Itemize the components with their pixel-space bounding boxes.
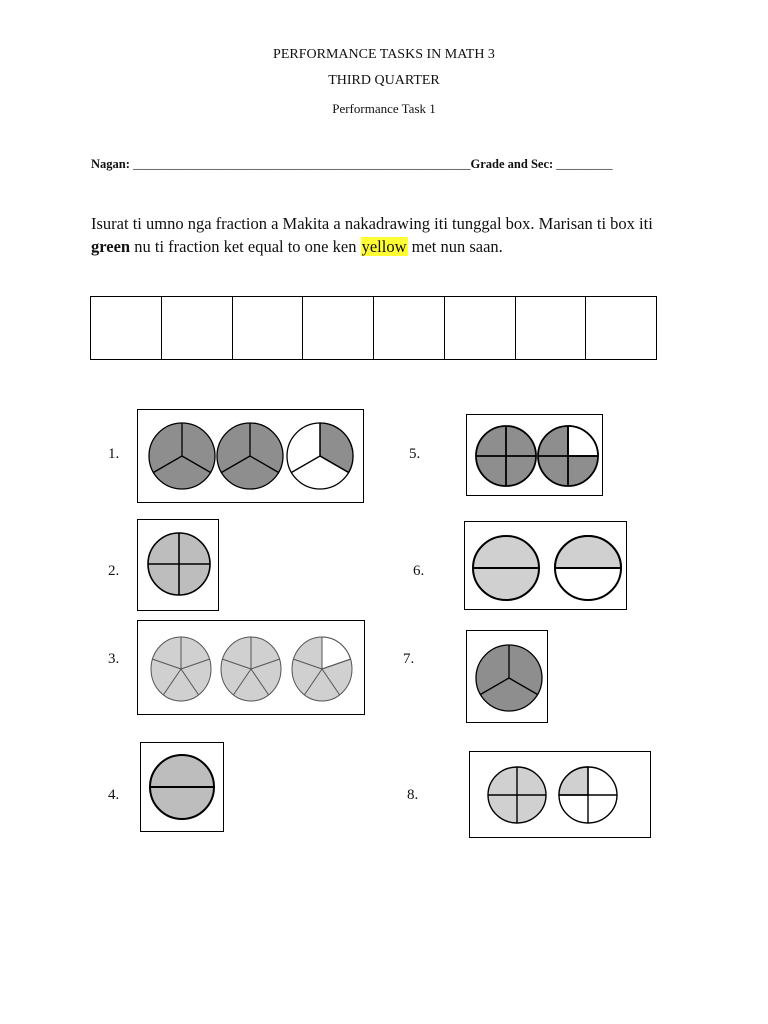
worksheet-title: PERFORMANCE TASKS IN MATH 3 <box>273 47 495 62</box>
task-label: Performance Task 1 <box>332 101 436 116</box>
yellow-word: yellow <box>361 237 407 256</box>
item-number-6: 6. <box>413 563 425 579</box>
answer-box[interactable] <box>515 297 586 359</box>
answer-box[interactable] <box>91 297 161 359</box>
item-number-5: 5. <box>409 446 421 462</box>
fraction-picture-1 <box>137 409 364 503</box>
fraction-picture-2 <box>137 519 219 611</box>
answer-box[interactable] <box>302 297 373 359</box>
instruction-text-1: Isurat ti umno nga fraction a Makita a nakadrawing iti tunggal box. Marisan ti box iti <box>91 214 653 233</box>
grade-blank[interactable]: _________ <box>556 157 613 171</box>
instruction-text-2: nu ti fraction ket equal to one ken <box>130 237 361 256</box>
fraction-picture-5 <box>466 414 603 496</box>
green-word: green <box>91 237 131 256</box>
instructions <box>91 212 691 258</box>
instruction-text-3: met nun saan. <box>407 237 503 256</box>
item-number-4: 4. <box>108 787 120 803</box>
grade-label: Grade and Sec: <box>470 157 554 171</box>
name-label: Nagan: <box>91 157 130 171</box>
answer-box[interactable] <box>585 297 656 359</box>
fraction-picture-7 <box>466 630 548 723</box>
fraction-picture-8 <box>469 751 651 838</box>
item-number-7: 7. <box>403 651 415 667</box>
name-blank[interactable]: ______________________________________________________ <box>133 157 471 171</box>
answer-box[interactable] <box>373 297 444 359</box>
name-grade-line <box>91 157 613 172</box>
fraction-picture-3 <box>137 620 365 715</box>
item-number-3: 3. <box>108 651 120 667</box>
answer-box[interactable] <box>232 297 303 359</box>
item-number-2: 2. <box>108 563 120 579</box>
answer-box[interactable] <box>161 297 232 359</box>
answer-box[interactable] <box>444 297 515 359</box>
item-number-1: 1. <box>108 446 120 462</box>
fraction-picture-4 <box>140 742 224 832</box>
fraction-picture-6 <box>464 521 627 610</box>
quarter-label: THIRD QUARTER <box>328 73 440 88</box>
item-number-8: 8. <box>407 787 419 803</box>
answer-box-row <box>90 296 657 360</box>
